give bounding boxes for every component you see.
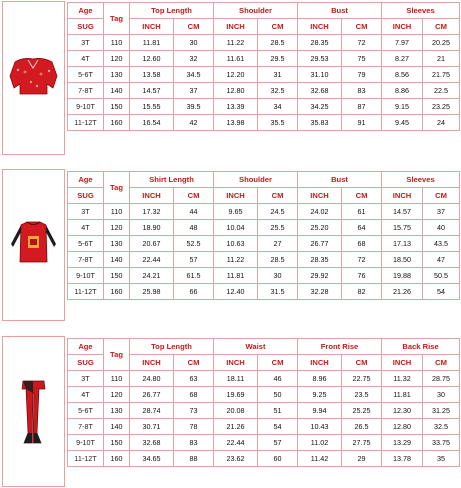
sug-header: SUG: [68, 19, 104, 35]
sug-header: SUG: [68, 355, 104, 371]
value-cell: 11.81: [382, 387, 423, 403]
measure-header: Waist: [214, 339, 298, 355]
table-row: [68, 435, 460, 451]
value-cell: 22.5: [423, 83, 460, 99]
value-cell: 31.10: [298, 67, 342, 83]
value-cell: 34.65: [130, 451, 174, 467]
value-cell: 11.22: [214, 252, 258, 268]
tag-cell: 110: [104, 371, 130, 387]
value-cell: 11.81: [130, 35, 174, 51]
inch-header: INCH: [298, 355, 342, 371]
value-cell: 73: [174, 403, 214, 419]
table-row: [68, 99, 460, 115]
value-cell: 57: [174, 252, 214, 268]
value-cell: 91: [342, 115, 382, 131]
value-cell: 28.5: [258, 35, 298, 51]
value-cell: 10.04: [214, 220, 258, 236]
age-header: Age: [68, 172, 104, 188]
value-cell: 28.5: [258, 252, 298, 268]
value-cell: 44: [174, 204, 214, 220]
value-cell: 35.83: [298, 115, 342, 131]
value-cell: 16.54: [130, 115, 174, 131]
table-row: [68, 403, 460, 419]
value-cell: 13.98: [214, 115, 258, 131]
value-cell: 43.5: [423, 236, 460, 252]
measure-header: Top Length: [130, 339, 214, 355]
value-cell: 48: [174, 220, 214, 236]
value-cell: 24.80: [130, 371, 174, 387]
value-cell: 28.35: [298, 35, 342, 51]
cm-header: CM: [423, 355, 460, 371]
cm-header: CM: [258, 19, 298, 35]
cm-header: CM: [342, 19, 382, 35]
table-row: [68, 371, 460, 387]
value-cell: 72: [342, 35, 382, 51]
measure-header: Bust: [298, 3, 382, 19]
sug-header: SUG: [68, 188, 104, 204]
size-table: [67, 2, 460, 131]
value-cell: 46: [258, 371, 298, 387]
age-cell: 5-6T: [68, 403, 104, 419]
measure-header: Bust: [298, 172, 382, 188]
age-cell: 9-10T: [68, 99, 104, 115]
value-cell: 82: [342, 284, 382, 300]
size-table: [67, 171, 460, 300]
age-cell: 3T: [68, 204, 104, 220]
value-cell: 33.75: [423, 435, 460, 451]
header-row: [68, 172, 460, 188]
value-cell: 76: [342, 268, 382, 284]
value-cell: 11.22: [214, 35, 258, 51]
tag-cell: 140: [104, 419, 130, 435]
value-cell: 34.25: [298, 99, 342, 115]
value-cell: 22.44: [214, 435, 258, 451]
value-cell: 18.50: [382, 252, 423, 268]
measure-header: Shirt Length: [130, 172, 214, 188]
table-row: [68, 284, 460, 300]
inch-header: INCH: [298, 188, 342, 204]
value-cell: 28.74: [130, 403, 174, 419]
value-cell: 17.13: [382, 236, 423, 252]
size-chart-jacket: [0, 0, 461, 155]
value-cell: 31: [258, 67, 298, 83]
value-cell: 23.62: [214, 451, 258, 467]
value-cell: 26.77: [130, 387, 174, 403]
value-cell: 54: [423, 284, 460, 300]
value-cell: 35.5: [258, 115, 298, 131]
tag-cell: 150: [104, 99, 130, 115]
value-cell: 13.78: [382, 451, 423, 467]
value-cell: 39.5: [174, 99, 214, 115]
size-table: [67, 338, 460, 467]
table-row: [68, 51, 460, 67]
cm-header: CM: [342, 188, 382, 204]
age-cell: 5-6T: [68, 67, 104, 83]
size-chart-pants: [0, 336, 461, 488]
measure-header: Top Length: [130, 3, 214, 19]
value-cell: 21.26: [382, 284, 423, 300]
value-cell: 68: [174, 387, 214, 403]
value-cell: 30.71: [130, 419, 174, 435]
tag-cell: 110: [104, 35, 130, 51]
value-cell: 83: [174, 435, 214, 451]
value-cell: 34.5: [174, 67, 214, 83]
value-cell: 9.15: [382, 99, 423, 115]
value-cell: 18.11: [214, 371, 258, 387]
cm-header: CM: [174, 355, 214, 371]
value-cell: 8.27: [382, 51, 423, 67]
value-cell: 54: [258, 419, 298, 435]
tag-cell: 150: [104, 435, 130, 451]
table-row: [68, 220, 460, 236]
value-cell: 25.25: [342, 403, 382, 419]
age-cell: 3T: [68, 371, 104, 387]
value-cell: 11.42: [298, 451, 342, 467]
value-cell: 42: [174, 115, 214, 131]
inch-header: INCH: [382, 19, 423, 35]
inch-header: INCH: [382, 355, 423, 371]
value-cell: 32.28: [298, 284, 342, 300]
value-cell: 87: [342, 99, 382, 115]
value-cell: 32.5: [258, 83, 298, 99]
value-cell: 25.20: [298, 220, 342, 236]
value-cell: 31.5: [258, 284, 298, 300]
table-row: [68, 387, 460, 403]
value-cell: 30: [423, 387, 460, 403]
value-cell: 24.02: [298, 204, 342, 220]
table-row: [68, 67, 460, 83]
age-header: Age: [68, 339, 104, 355]
table-row: [68, 83, 460, 99]
table-row: [68, 115, 460, 131]
age-cell: 9-10T: [68, 268, 104, 284]
cm-header: CM: [423, 188, 460, 204]
value-cell: 31.25: [423, 403, 460, 419]
value-cell: 9.65: [214, 204, 258, 220]
age-cell: 7-8T: [68, 83, 104, 99]
age-cell: 11-12T: [68, 115, 104, 131]
age-cell: 11-12T: [68, 284, 104, 300]
value-cell: 15.55: [130, 99, 174, 115]
tag-cell: 160: [104, 115, 130, 131]
measure-header: Back Rise: [382, 339, 460, 355]
value-cell: 17.32: [130, 204, 174, 220]
age-cell: 3T: [68, 35, 104, 51]
value-cell: 32.68: [298, 83, 342, 99]
measure-header: Shoulder: [214, 172, 298, 188]
value-cell: 11.32: [382, 371, 423, 387]
age-cell: 7-8T: [68, 419, 104, 435]
value-cell: 28.75: [423, 371, 460, 387]
value-cell: 12.30: [382, 403, 423, 419]
value-cell: 22.44: [130, 252, 174, 268]
tag-cell: 110: [104, 204, 130, 220]
age-header: Age: [68, 3, 104, 19]
cm-header: CM: [258, 188, 298, 204]
table-row: [68, 236, 460, 252]
table-row: [68, 419, 460, 435]
age-cell: 9-10T: [68, 435, 104, 451]
value-cell: 24: [423, 115, 460, 131]
age-cell: 4T: [68, 387, 104, 403]
value-cell: 19.88: [382, 268, 423, 284]
value-cell: 13.39: [214, 99, 258, 115]
table-row: [68, 451, 460, 467]
measure-header: Sleeves: [382, 172, 460, 188]
value-cell: 75: [342, 51, 382, 67]
inch-header: INCH: [382, 188, 423, 204]
value-cell: 12.80: [382, 419, 423, 435]
value-cell: 14.57: [382, 204, 423, 220]
table-row: [68, 204, 460, 220]
value-cell: 20.08: [214, 403, 258, 419]
value-cell: 72: [342, 252, 382, 268]
tag-cell: 160: [104, 451, 130, 467]
tag-header: Tag: [104, 3, 130, 35]
table-row: [68, 268, 460, 284]
product-image-shirt: [2, 169, 65, 321]
value-cell: 60: [258, 451, 298, 467]
value-cell: 11.61: [214, 51, 258, 67]
value-cell: 20.25: [423, 35, 460, 51]
value-cell: 25.98: [130, 284, 174, 300]
value-cell: 51: [258, 403, 298, 419]
value-cell: 20.67: [130, 236, 174, 252]
tag-cell: 130: [104, 403, 130, 419]
sequin-jacket-icon: [3, 2, 64, 154]
value-cell: 24.21: [130, 268, 174, 284]
value-cell: 29: [342, 451, 382, 467]
value-cell: 9.94: [298, 403, 342, 419]
inch-header: INCH: [130, 188, 174, 204]
value-cell: 35: [423, 451, 460, 467]
value-cell: 7.97: [382, 35, 423, 51]
header-row: [68, 339, 460, 355]
inch-header: INCH: [214, 355, 258, 371]
age-cell: 5-6T: [68, 236, 104, 252]
value-cell: 37: [174, 83, 214, 99]
value-cell: 21: [423, 51, 460, 67]
tag-header: Tag: [104, 339, 130, 371]
inch-header: INCH: [214, 188, 258, 204]
value-cell: 50: [258, 387, 298, 403]
value-cell: 26.5: [342, 419, 382, 435]
cm-header: CM: [174, 19, 214, 35]
inch-header: INCH: [214, 19, 258, 35]
value-cell: 63: [174, 371, 214, 387]
value-cell: 29.5: [258, 51, 298, 67]
tag-cell: 140: [104, 252, 130, 268]
flare-pants-icon: [3, 337, 64, 486]
tag-cell: 140: [104, 83, 130, 99]
value-cell: 79: [342, 67, 382, 83]
value-cell: 83: [342, 83, 382, 99]
size-chart-shirt: [0, 169, 461, 321]
inch-header: INCH: [298, 19, 342, 35]
value-cell: 61: [342, 204, 382, 220]
value-cell: 25.5: [258, 220, 298, 236]
value-cell: 14.57: [130, 83, 174, 99]
measure-header: Sleeves: [382, 3, 460, 19]
value-cell: 28.35: [298, 252, 342, 268]
value-cell: 30: [258, 268, 298, 284]
value-cell: 27: [258, 236, 298, 252]
value-cell: 12.20: [214, 67, 258, 83]
value-cell: 40: [423, 220, 460, 236]
age-cell: 7-8T: [68, 252, 104, 268]
value-cell: 13.58: [130, 67, 174, 83]
value-cell: 9.45: [382, 115, 423, 131]
value-cell: 8.86: [382, 83, 423, 99]
value-cell: 68: [342, 236, 382, 252]
inch-header: INCH: [130, 19, 174, 35]
value-cell: 12.40: [214, 284, 258, 300]
value-cell: 52.5: [174, 236, 214, 252]
value-cell: 23.25: [423, 99, 460, 115]
value-cell: 64: [342, 220, 382, 236]
value-cell: 32: [174, 51, 214, 67]
tag-cell: 120: [104, 220, 130, 236]
measure-header: Front Rise: [298, 339, 382, 355]
product-image-jacket: [2, 1, 65, 155]
product-image-pants: [2, 336, 65, 487]
value-cell: 13.29: [382, 435, 423, 451]
table-row: [68, 35, 460, 51]
age-cell: 4T: [68, 51, 104, 67]
tag-cell: 150: [104, 268, 130, 284]
value-cell: 9.25: [298, 387, 342, 403]
tag-cell: 120: [104, 51, 130, 67]
value-cell: 24.5: [258, 204, 298, 220]
value-cell: 32.68: [130, 435, 174, 451]
value-cell: 30: [174, 35, 214, 51]
cm-header: CM: [423, 19, 460, 35]
tag-cell: 130: [104, 67, 130, 83]
shirt-icon: [3, 170, 64, 320]
value-cell: 11.02: [298, 435, 342, 451]
cm-header: CM: [342, 355, 382, 371]
value-cell: 47: [423, 252, 460, 268]
tag-cell: 120: [104, 387, 130, 403]
value-cell: 18.90: [130, 220, 174, 236]
inch-header: INCH: [130, 355, 174, 371]
value-cell: 10.43: [298, 419, 342, 435]
value-cell: 12.80: [214, 83, 258, 99]
cm-header: CM: [174, 188, 214, 204]
tag-cell: 130: [104, 236, 130, 252]
value-cell: 11.81: [214, 268, 258, 284]
value-cell: 15.75: [382, 220, 423, 236]
value-cell: 66: [174, 284, 214, 300]
tag-cell: 160: [104, 284, 130, 300]
value-cell: 34: [258, 99, 298, 115]
value-cell: 29.53: [298, 51, 342, 67]
value-cell: 23.5: [342, 387, 382, 403]
age-cell: 4T: [68, 220, 104, 236]
header-row: [68, 3, 460, 19]
value-cell: 19.69: [214, 387, 258, 403]
value-cell: 10.63: [214, 236, 258, 252]
value-cell: 32.5: [423, 419, 460, 435]
value-cell: 26.77: [298, 236, 342, 252]
cm-header: CM: [258, 355, 298, 371]
value-cell: 22.75: [342, 371, 382, 387]
tag-header: Tag: [104, 172, 130, 204]
measure-header: Shoulder: [214, 3, 298, 19]
value-cell: 61.5: [174, 268, 214, 284]
value-cell: 8.96: [298, 371, 342, 387]
value-cell: 12.60: [130, 51, 174, 67]
value-cell: 29.92: [298, 268, 342, 284]
value-cell: 21.26: [214, 419, 258, 435]
value-cell: 78: [174, 419, 214, 435]
table-row: [68, 252, 460, 268]
value-cell: 27.75: [342, 435, 382, 451]
value-cell: 88: [174, 451, 214, 467]
value-cell: 8.56: [382, 67, 423, 83]
age-cell: 11-12T: [68, 451, 104, 467]
value-cell: 57: [258, 435, 298, 451]
value-cell: 37: [423, 204, 460, 220]
value-cell: 21.75: [423, 67, 460, 83]
value-cell: 50.5: [423, 268, 460, 284]
